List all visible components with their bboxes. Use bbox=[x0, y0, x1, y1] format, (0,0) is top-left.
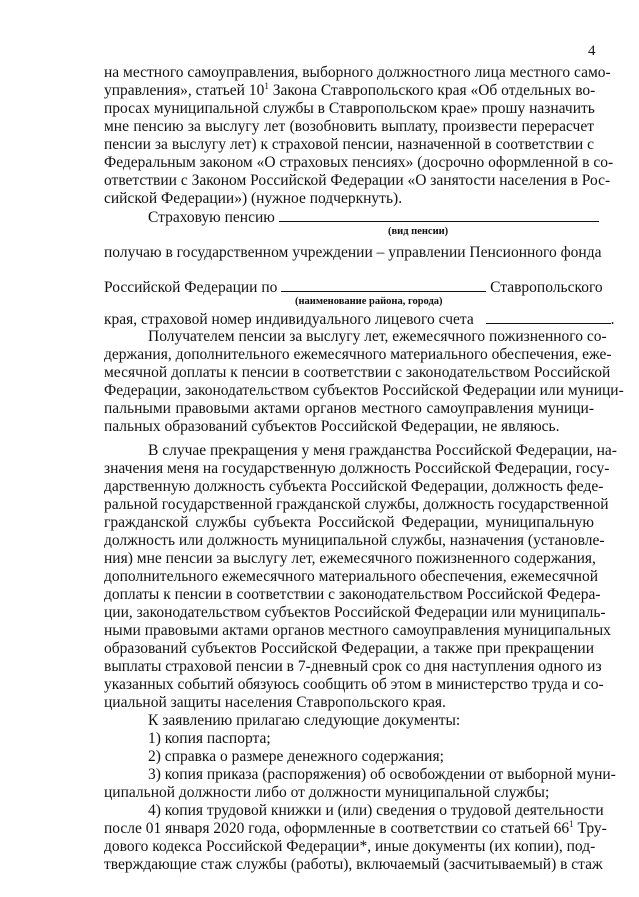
text-line: указанных событий обязуюсь сообщить об этом в министерство труда и со- bbox=[104, 676, 604, 693]
attachment-item: 3) копия приказа (распоряжения) об освобождении от выборной муни- bbox=[148, 766, 616, 783]
text-line: ральной государственной гражданской службы, должность государственной bbox=[104, 496, 609, 513]
district-field[interactable] bbox=[281, 278, 486, 292]
text-line: Федеральным законом «О страховых пенсиях» (досрочно оформленной в со- bbox=[104, 154, 614, 171]
attachments-intro: К заявлению прилагаю следующие документы: bbox=[148, 712, 461, 729]
text-line: управления», статьей $10^1$ Закона Ставропольского края «Об отдельных во- bbox=[104, 81, 596, 99]
receive-line: получаю в государственном учреждении – управлении Пенсионного фонда bbox=[104, 244, 602, 261]
text-line: пальных образований субъектов Российской Федерации, не являюсь. bbox=[104, 418, 560, 435]
footnote-superscript: 1 bbox=[264, 81, 269, 91]
text-line: тверждающие стаж службы (работы), включаемый (засчитываемый) в стаж bbox=[104, 856, 603, 873]
footnote-superscript: 1 bbox=[569, 819, 574, 829]
text-line: после 01 января 2020 года, оформленные в соответствии со статьей $66^1$ Тру- bbox=[104, 819, 607, 837]
text-line: В случае прекращения у меня гражданства Российской Федерации, на- bbox=[148, 442, 617, 459]
text-line: циальной защиты населения Ставропольского края. bbox=[104, 694, 446, 711]
text-line: пальными правовыми актами органов местного самоуправления муници- bbox=[104, 400, 594, 417]
text-line: дополнительного ежемесячного материального обеспечения, ежемесячной bbox=[104, 568, 599, 585]
text-line: ответствии с Законом Российской Федерации «О занятости населения в Рос- bbox=[104, 172, 611, 189]
attachment-item: 2) справка о размере денежного содержания; bbox=[148, 748, 444, 765]
text-line: Получателем пенсии за выслугу лет, ежемесячного пожизненного со- bbox=[148, 328, 607, 345]
text-line: месячной доплаты к пенсии в соответствии с законодательством Российской bbox=[104, 364, 611, 381]
snils-label: края, страховой номер индивидуального лицевого счета bbox=[104, 311, 474, 328]
text-line: Федерации, законодательством субъектов Российской Федерации или муници- bbox=[104, 382, 624, 399]
district-row bbox=[104, 278, 603, 296]
text-line: значения меня на государственную должность Российской Федерации, госу- bbox=[104, 460, 610, 477]
page-number: 4 bbox=[588, 43, 596, 59]
text-line: ции, законодательством субъектов Российской Федерации или муниципаль- bbox=[104, 604, 606, 621]
text-line: гражданской службы субъекта Российской Федерации, муниципальную bbox=[104, 514, 594, 531]
text-line: образований субъектов Российской Федерации, а также при прекращении bbox=[104, 640, 594, 657]
text-line: дового кодекса Российской Федерации*, иные документы (их копии), под- bbox=[104, 838, 596, 855]
text-line: должность или должность муниципальной службы, назначения (установле- bbox=[104, 532, 605, 549]
text-line: доплаты к пенсии в соответствии с законодательством Российской Федера- bbox=[104, 586, 601, 603]
text-line: ципальной должности либо от должности муниципальной службы; bbox=[104, 784, 550, 801]
district-label-right: Ставропольского bbox=[490, 279, 603, 296]
district-label-left: Российской Федерации по bbox=[104, 279, 278, 296]
attachment-item: 4) копия трудовой книжки и (или) сведения о трудовой деятельности bbox=[148, 802, 604, 819]
text-line: просах муниципальной службы в Ставропольском крае» прошу назначить bbox=[104, 100, 595, 117]
text-line: на местного самоуправления, выборного должностного лица местного само- bbox=[104, 64, 611, 81]
pension-type-label: Страховую пенсию bbox=[148, 209, 275, 226]
text-line: сийской Федерации») (нужное подчеркнуть). bbox=[104, 190, 403, 207]
snils-field[interactable] bbox=[486, 310, 611, 324]
snils-row: края, страховой номер индивидуального лицевого счета . bbox=[104, 311, 615, 328]
pension-type-field[interactable] bbox=[279, 208, 599, 222]
text-line: выплаты страховой пенсии в 7-дневный срок со дня наступления одного из bbox=[104, 658, 602, 675]
text-line: ными правовыми актами органов местного самоуправления муниципальных bbox=[104, 622, 611, 639]
district-caption: (наименование района, города) bbox=[295, 296, 443, 307]
pension-type-caption: (вид пенсии) bbox=[388, 226, 449, 237]
text-line: дарственную должность субъекта Российской Федерации, должность феде- bbox=[104, 478, 604, 495]
attachment-item: 1) копия паспорта; bbox=[148, 730, 271, 747]
text-line: пенсии за выслугу лет) к страховой пенсии, назначенной в соответствии с bbox=[104, 136, 594, 153]
text-line: держания, дополнительного ежемесячного материального обеспечения, еже- bbox=[104, 346, 612, 363]
pension-type-row bbox=[148, 208, 594, 226]
text-line: мне пенсию за выслугу лет (возобновить выплату, произвести перерасчет bbox=[104, 118, 594, 135]
text-line: ния) мне пенсии за выслугу лет, ежемесячного пожизненного содержания, bbox=[104, 550, 596, 567]
